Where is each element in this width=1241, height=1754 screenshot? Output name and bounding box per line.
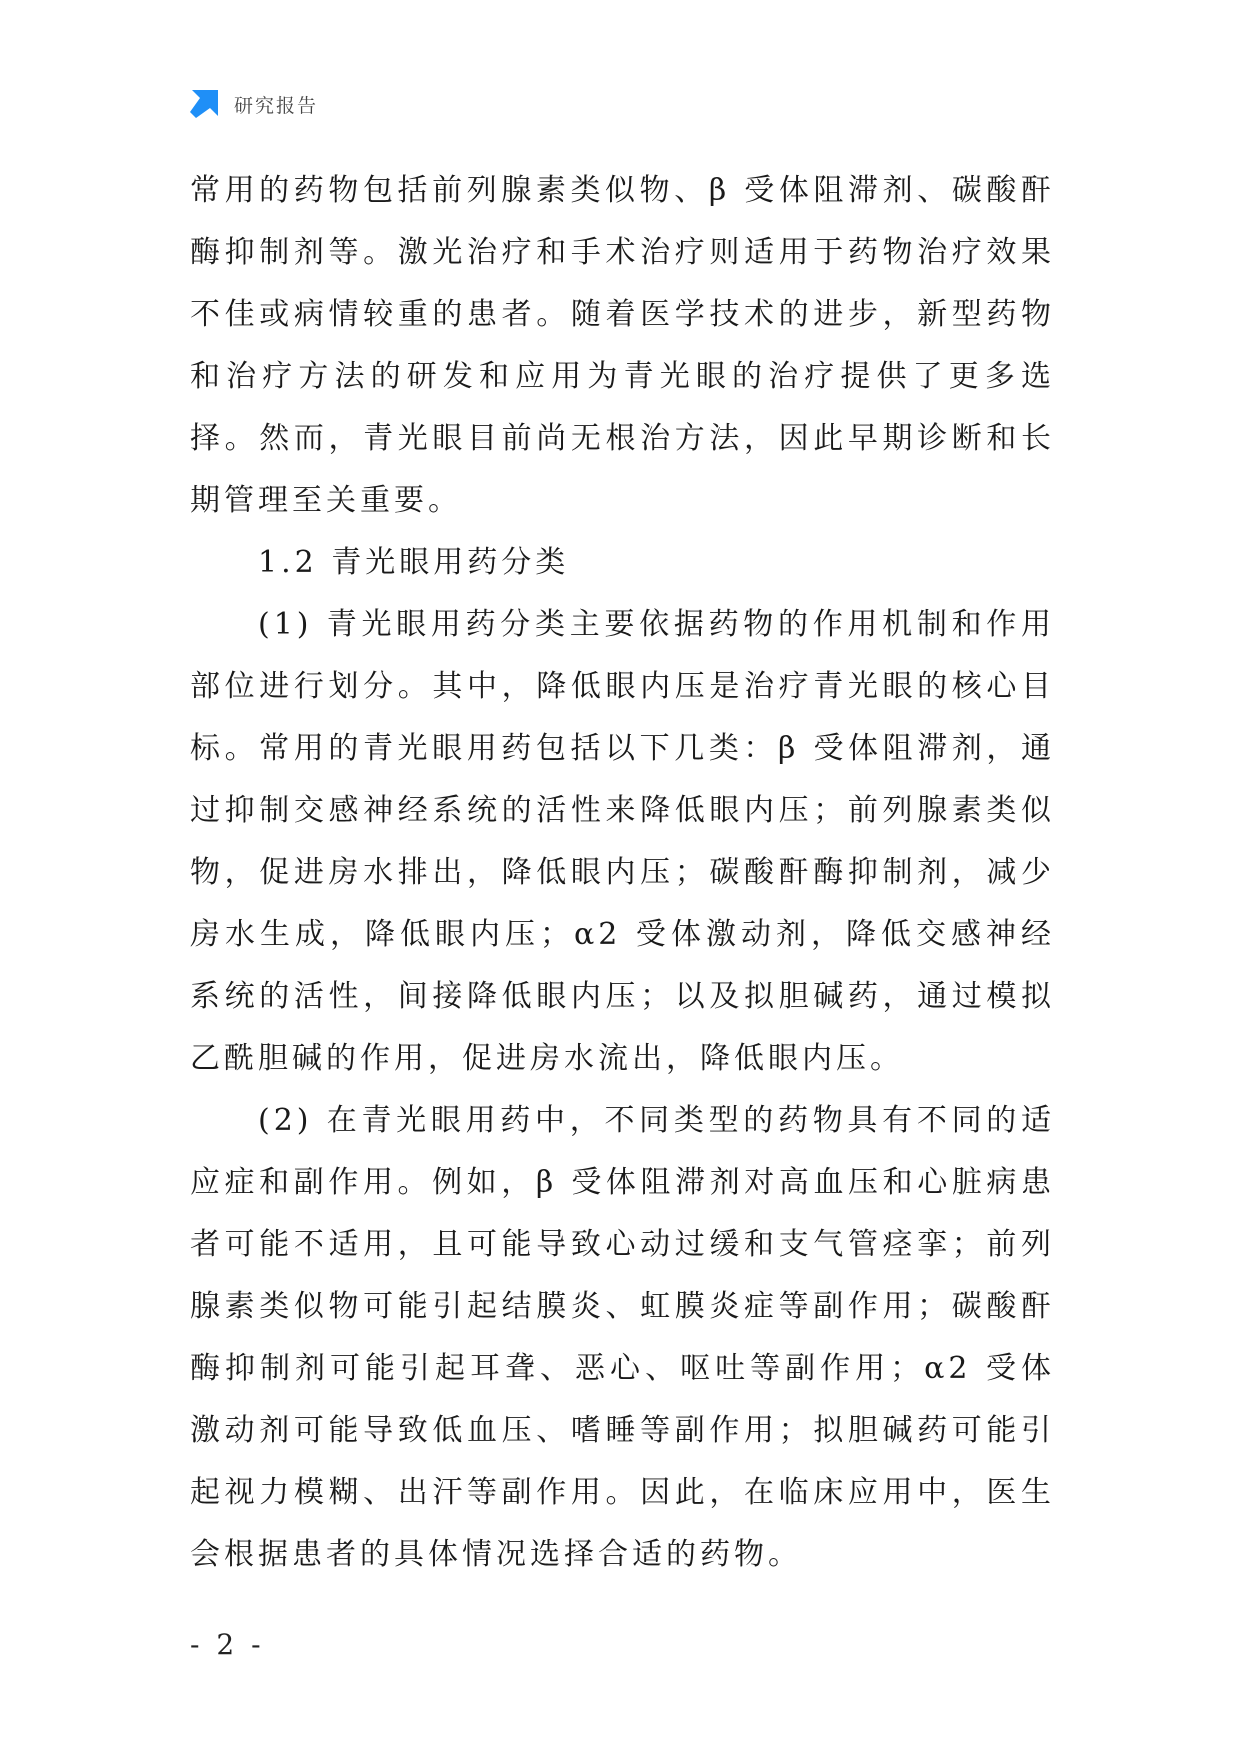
paragraph-treatment-summary: 常用的药物包括前列腺素类似物、β 受体阻滞剂、碳酸酐酶抑制剂等。激光治疗和手术治疗则适用于药物治疗效果不佳或病情较重的患者。随着医学技术的进步，新型药物和治疗方法的研发和应用为青光眼的治疗提供了更多选择。然而，青光眼目前尚无根治方法，因此早期诊断和长期管理至关重要。 (190, 173, 1055, 518)
arrow-up-right-icon (188, 88, 220, 120)
page-number: - 2 - (190, 1628, 265, 1661)
document-body (190, 160, 1055, 1586)
header-title: 研究报告 (234, 94, 319, 117)
page-header (188, 88, 318, 120)
section-heading: 1.2 青光眼用药分类 (258, 545, 570, 580)
paragraph-side-effects: (2) 在青光眼用药中，不同类型的药物具有不同的适应症和副作用。例如，β 受体阻滞剂对高血压和心脏病患者可能不适用，且可能导致心动过缓和支气管痉挛；前列腺素类似物可能引起结膜炎、虹膜炎症等副作用；碳酸酐酶抑制剂可能引起耳聋、恶心、呕吐等副作用；α2 受体激动剂可能导致低血压、嗜睡等副作用；拟胆碱药可能引起视力模糊、出汗等副作用。因此，在临床应用中，医生会根据患者的具体情况选择合适的药物。 (190, 1103, 1055, 1572)
paragraph-drug-classes: (1) 青光眼用药分类主要依据药物的作用机制和作用部位进行划分。其中，降低眼内压是治疗青光眼的核心目标。常用的青光眼用药包括以下几类：β 受体阻滞剂，通过抑制交感神经系统的活性来降低眼内压；前列腺素类似物，促进房水排出，降低眼内压；碳酸酐酶抑制剂，减少房水生成，降低眼内压；α2 受体激动剂，降低交感神经系统的活性，间接降低眼内压；以及拟胆碱药，通过模拟乙酰胆碱的作用，促进房水流出，降低眼内压。 (190, 607, 1055, 1076)
